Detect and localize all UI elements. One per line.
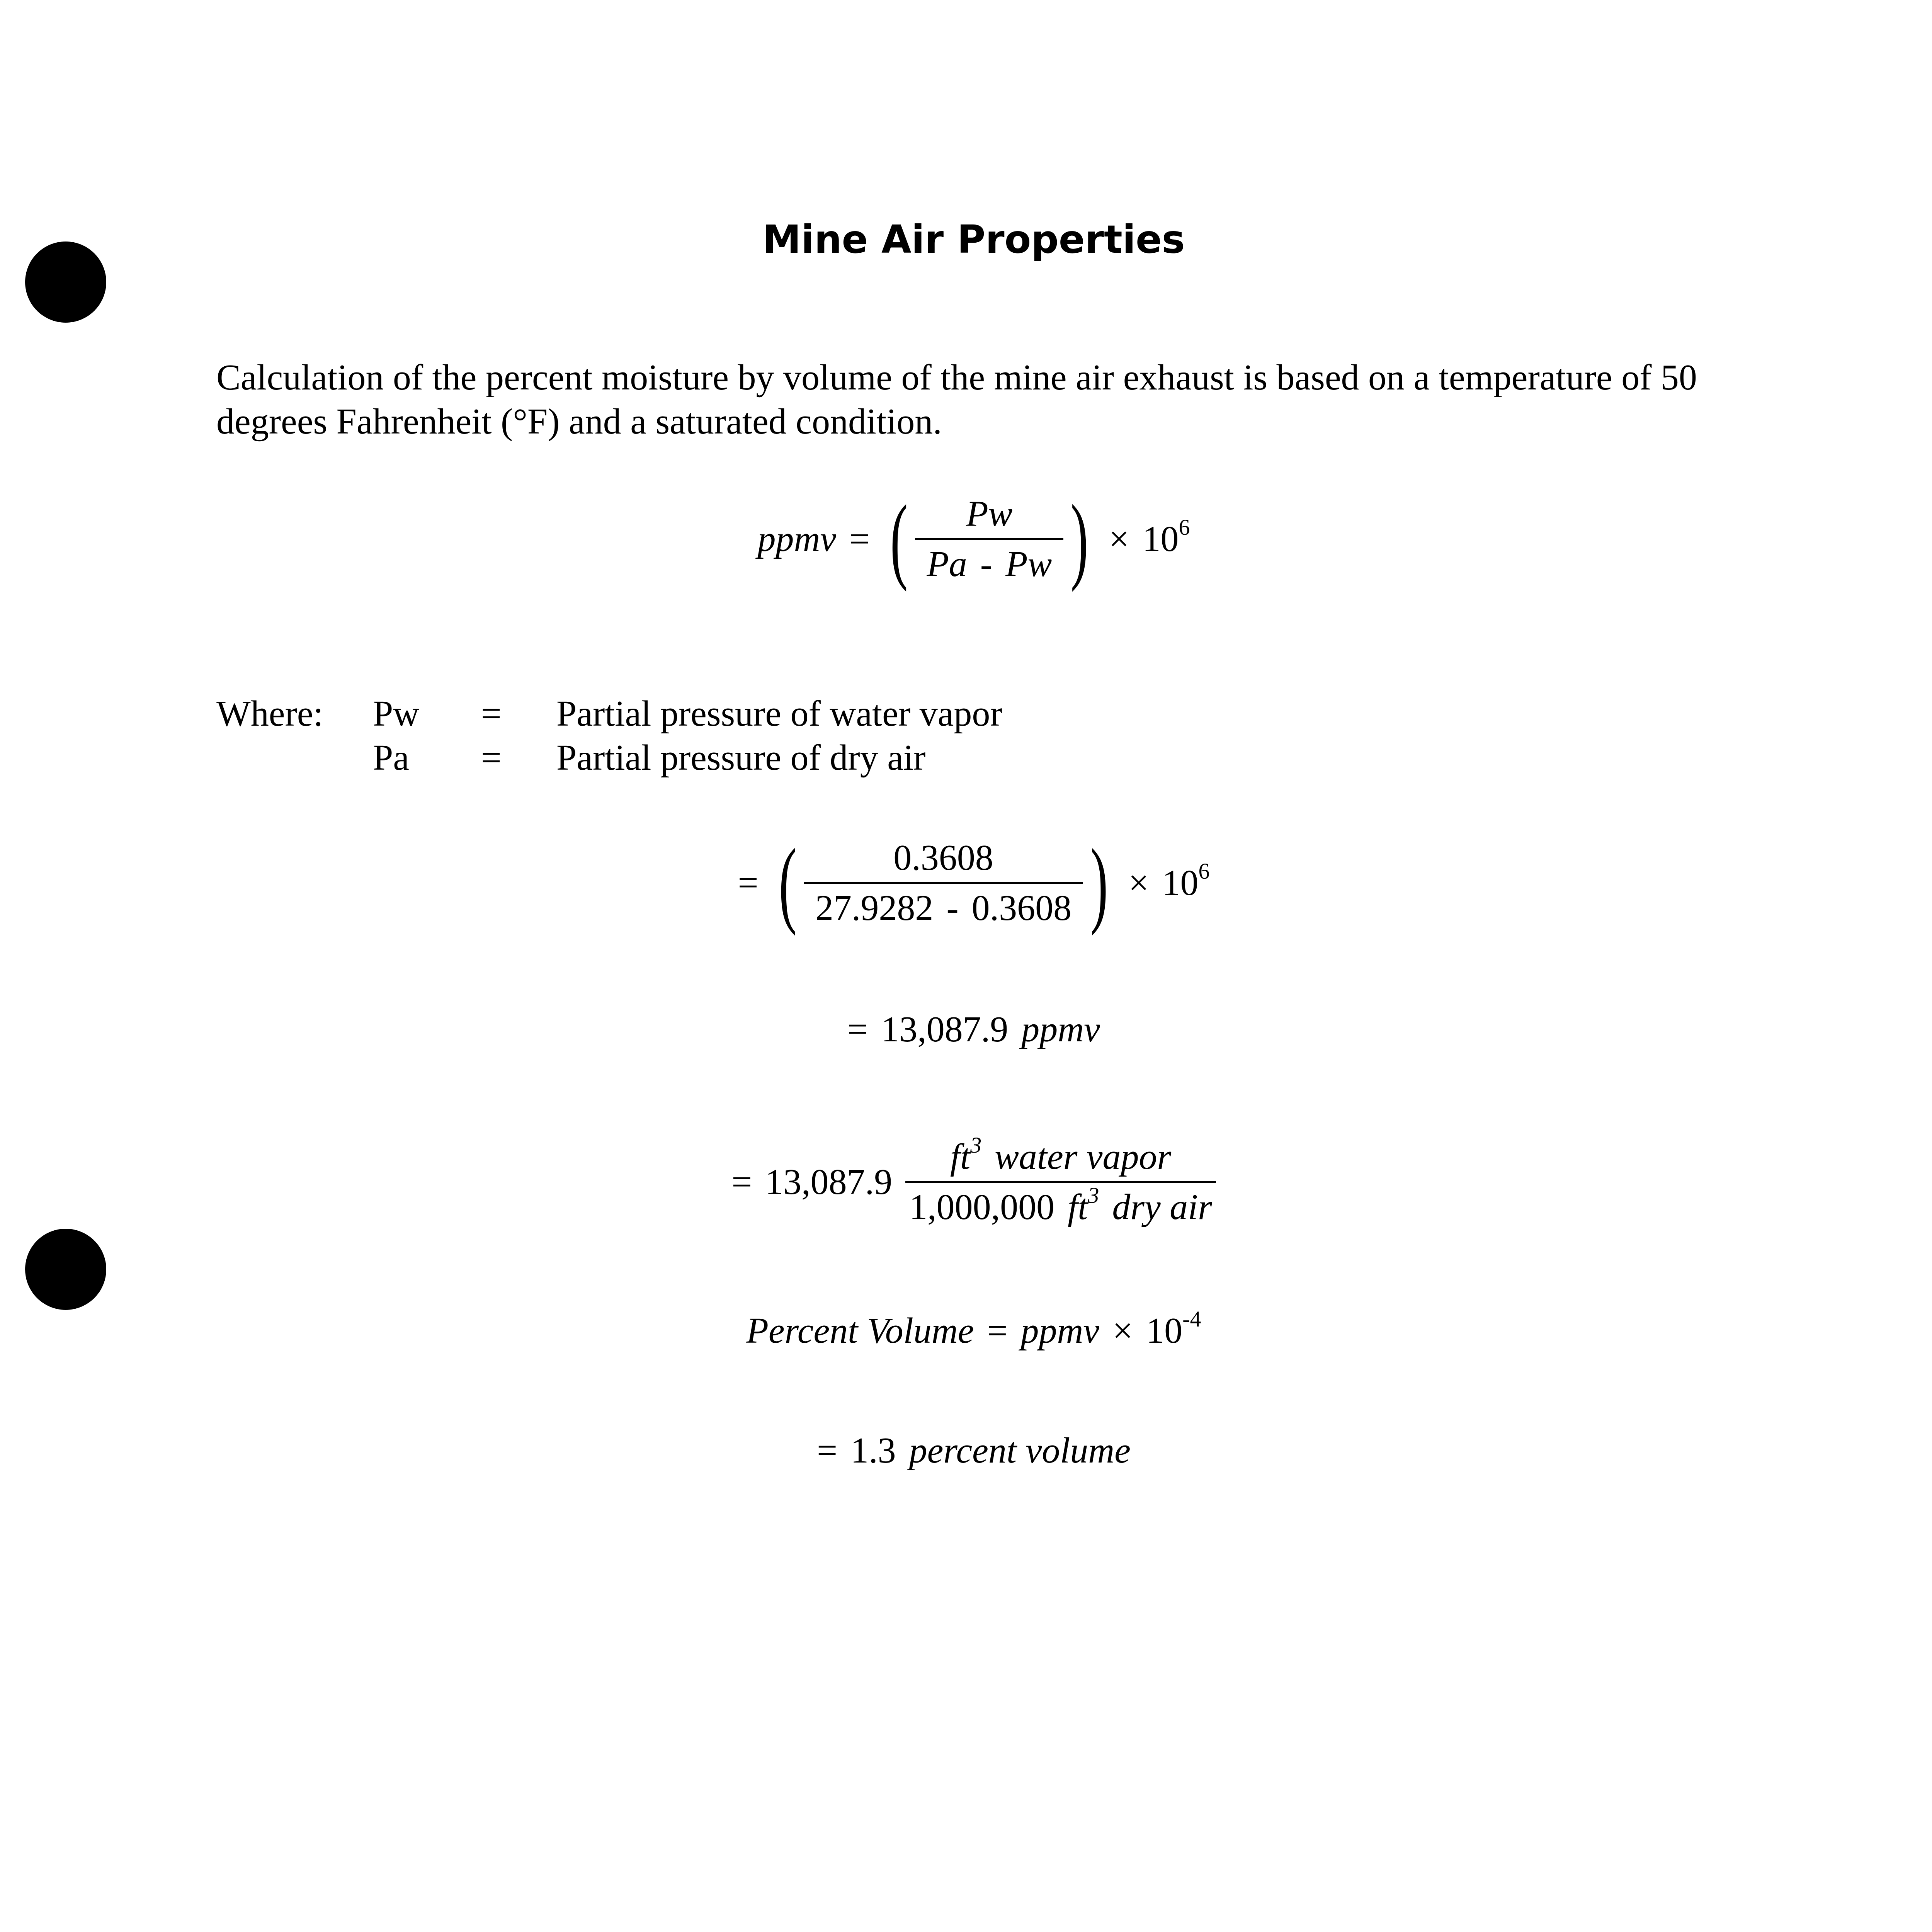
right-paren: ) — [1090, 829, 1108, 936]
ppmv-unit-expansion — [0, 1133, 1932, 1228]
definition-equals: = — [481, 694, 502, 734]
equals-sign: = — [817, 1430, 838, 1471]
left-paren: ( — [890, 485, 908, 592]
right-paren: ) — [1070, 485, 1088, 592]
denominator: 1,000,000 $ft^3$ dry air — [905, 1181, 1216, 1228]
equals-sign: = — [987, 1311, 1008, 1351]
power-of-ten: $10^6$ — [1162, 859, 1210, 903]
equals-sign: = — [849, 519, 870, 559]
result-value: 13,087.9 — [881, 1009, 1009, 1049]
unit-fraction — [905, 1133, 1216, 1228]
result-unit: percent volume — [909, 1430, 1131, 1471]
percent-volume-symbol: Percent Volume — [746, 1311, 974, 1351]
numerator: $ft^3$ water vapor — [950, 1133, 1172, 1177]
equals-sign: = — [738, 863, 759, 903]
ppmv-substitution — [0, 829, 1932, 936]
result-value: 13,087.9 — [765, 1162, 893, 1202]
ppmv-symbol: ppmv — [757, 519, 837, 559]
denominator: 27.9282 - 0.3608 — [804, 882, 1083, 929]
definition-equals: = — [481, 738, 502, 778]
ppmv-result — [0, 1009, 1932, 1050]
fraction — [915, 493, 1063, 585]
power-of-ten: $10^{-4}$ — [1146, 1306, 1201, 1351]
times-sign: × — [1128, 863, 1149, 903]
result-value: 1.3 — [850, 1430, 896, 1471]
equals-sign: = — [847, 1009, 868, 1049]
ppmv-formula — [0, 485, 1932, 592]
fraction — [804, 837, 1083, 929]
times-sign: × — [1109, 519, 1129, 559]
left-paren: ( — [779, 829, 797, 936]
where-label: Where: — [216, 694, 323, 734]
denominator: Pa - Pw — [915, 538, 1063, 585]
times-sign: × — [1112, 1311, 1133, 1351]
percent-volume-formula — [0, 1306, 1932, 1352]
definition-symbol: Pw — [373, 694, 420, 734]
numerator: 0.3608 — [893, 838, 993, 878]
result-unit: ppmv — [1021, 1009, 1100, 1049]
binder-hole — [25, 1229, 106, 1310]
definition-symbol: Pa — [373, 738, 409, 778]
numerator: Pw — [966, 494, 1013, 534]
definition-text: Partial pressure of water vapor — [556, 694, 1002, 734]
power-of-ten: $10^6$ — [1142, 515, 1190, 559]
equals-sign: = — [731, 1162, 752, 1202]
ppmv-symbol: ppmv — [1020, 1311, 1100, 1351]
page-title: Mine Air Properties — [762, 217, 1185, 262]
intro-paragraph: Calculation of the percent moisture by volume of the mine air exhaust is based on a temperature of 50 degrees Fahrenheit (°F) and a saturated condition. — [216, 357, 1697, 442]
definition-text: Partial pressure of dry air — [556, 738, 926, 778]
percent-volume-result — [0, 1430, 1932, 1471]
